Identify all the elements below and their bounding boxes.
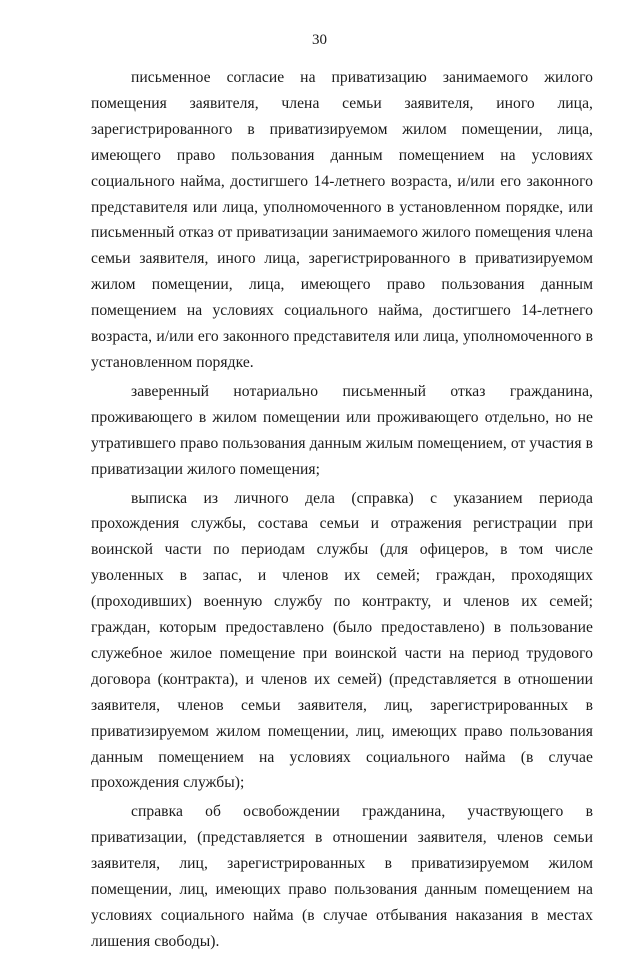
paragraph-privatization-consent: письменное согласие на приватизацию занимаемого жилого помещения заявителя, члена семьи заявителя, иного лица, зарегистрированного в приватизируемом жилом помещении, лица, имеющего право пользования данным помещением на условиях социального найма, достигшего 14-летнего возраста, и/или его законного представителя или лица, уполномоченного в установленном порядке, или письменный отказ от приватизации занимаемого жилого помещения члена семьи заявителя, иного лица, зарегистрированного в приватизируемом жилом помещении, лица, имеющего право пользования данным помещением на условиях социального найма, достигшего 14-летнего возраста, и/или его законного представителя или лица, уполномоченного в установленном порядке. bbox=[91, 69, 593, 371]
paragraph-service-record-extract: выписка из личного дела (справка) с указанием периода прохождения службы, состава семьи и отражения регистрации при воинской части по периодам службы (для офицеров, в том числе уволенных в запас, и членов их семей; граждан, проходящих (проходивших) военную службу по контракту, и членов их семей; граждан, которым предоставлено (было предоставлено) в пользование служебное жилое помещение при воинской части на период трудового договора (контракта), и членов их семей) (представляется в отношении заявителя, членов семьи заявителя, лиц, зарегистрированных в приватизируемом жилом помещении, лиц, имеющих право пользования данным помещением на условиях социального найма (в случае прохождения службы); bbox=[91, 489, 593, 792]
paragraph-notarized-refusal: заверенный нотариально письменный отказ гражданина, проживающего в жилом помещении или проживающего отдельно, но не утратившего право пользования данным жилым помещением, от участия в приватизации жилого помещения; bbox=[91, 382, 593, 478]
page-number: 30 bbox=[312, 32, 327, 48]
document-body bbox=[91, 65, 593, 958]
paragraph-release-certificate: справка об освобождении гражданина, участвующего в приватизации, (представляется в отношении заявителя, членов семьи заявителя, лиц, зарегистрированных в приватизируемом жилом помещении, лиц, имеющих право пользования данным помещением на условиях социального найма (в случае отбывания наказания в местах лишения свободы). bbox=[91, 803, 593, 950]
